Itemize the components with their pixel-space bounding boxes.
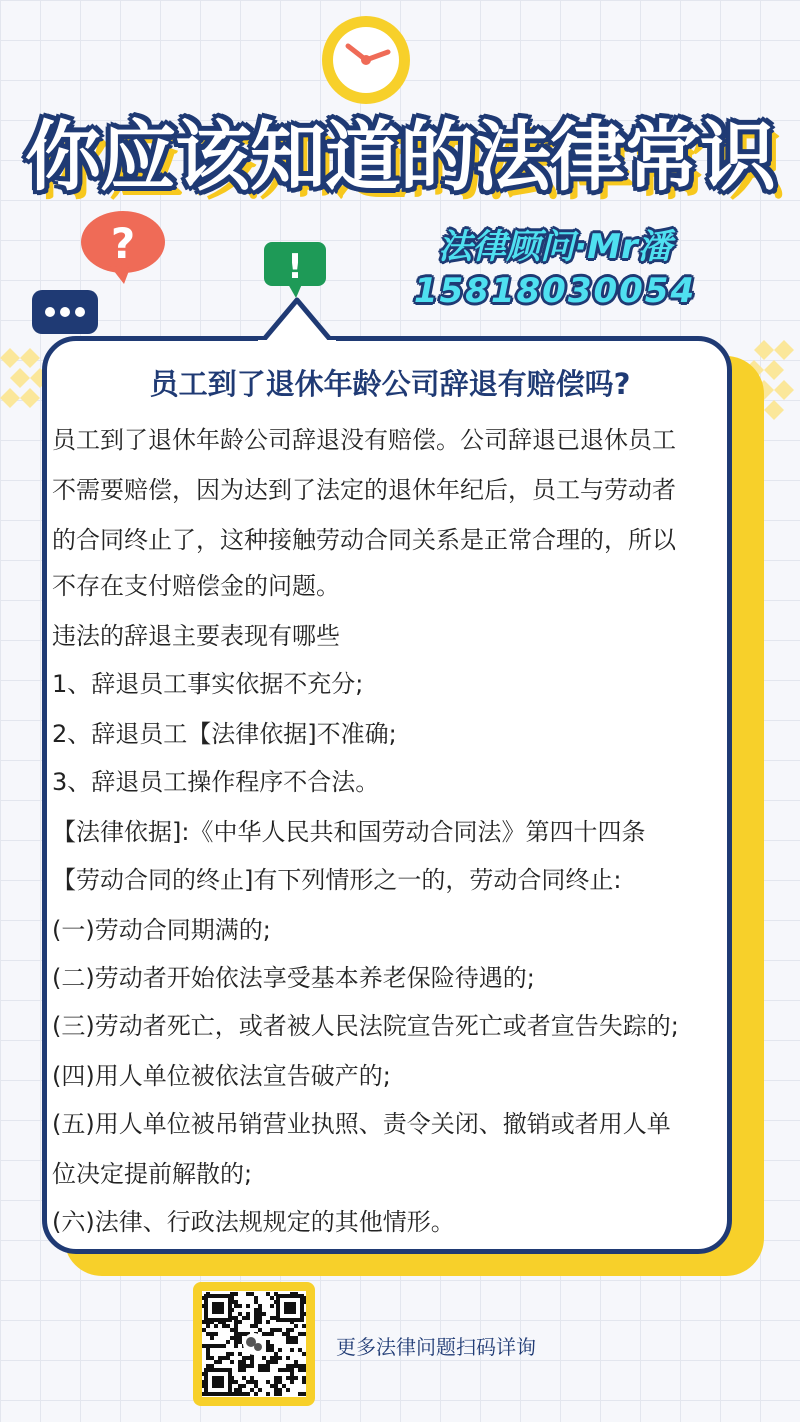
qr-caption: 更多法律问题扫码详询 [336, 1335, 536, 1359]
card-line: 的合同终止了，这种接触劳动合同关系是正常合理的，所以 [52, 526, 676, 554]
page-title: 你应该知道的法律常识 [25, 112, 775, 201]
card-line: 不需要赔偿，因为达到了法定的退休年纪后，员工与劳动者 [52, 476, 676, 504]
card-bubble-tail [258, 296, 336, 344]
question-bubble-icon [80, 210, 166, 284]
advisor-phone: 15818030054 [413, 271, 697, 311]
card-line: 【法律依据]:《中华人民共和国劳动合同法》第四十四条 [52, 818, 646, 846]
exclamation-bubble-icon [262, 240, 328, 298]
card-line: 员工到了退休年龄公司辞退没有赔偿。公司辞退已退休员工 [52, 426, 676, 454]
card-line: (六)法律、行政法规规定的其他情形。 [52, 1208, 455, 1236]
card-line: 1、辞退员工事实依据不充分; [52, 670, 364, 698]
exclamation-mark: ! [287, 247, 303, 287]
card-line: (二)劳动者开始依法享受基本养老保险待遇的; [52, 964, 535, 992]
question-mark: ? [110, 219, 136, 268]
card-line: (三)劳动者死亡，或者被人民法院宣告死亡或者宣告失踪的; [52, 1012, 679, 1040]
advisor-name: 法律顾问·Mr潘 [438, 227, 672, 267]
card-line: (四)用人单位被依法宣告破产的; [52, 1062, 391, 1090]
card-line: (一)劳动合同期满的; [52, 916, 271, 944]
qr-code[interactable] [202, 1291, 306, 1397]
card-line: 3、辞退员工操作程序不合法。 [52, 768, 380, 796]
ellipsis-bubble-icon [30, 288, 100, 336]
card-heading: 员工到了退休年龄公司辞退有赔偿吗? [149, 367, 631, 401]
card-line: 位决定提前解散的; [52, 1160, 253, 1188]
card-line: 【劳动合同的终止]有下列情形之一的，劳动合同终止: [52, 866, 622, 894]
card-line: 违法的辞退主要表现有哪些 [52, 622, 340, 650]
card-line: 不存在支付赔偿金的问题。 [52, 572, 340, 600]
card-line: 2、辞退员工【法律依据]不准确; [52, 720, 397, 748]
card-line: (五)用人单位被吊销营业执照、责令关闭、撤销或者用人单 [52, 1110, 671, 1138]
clock-icon [318, 10, 414, 106]
